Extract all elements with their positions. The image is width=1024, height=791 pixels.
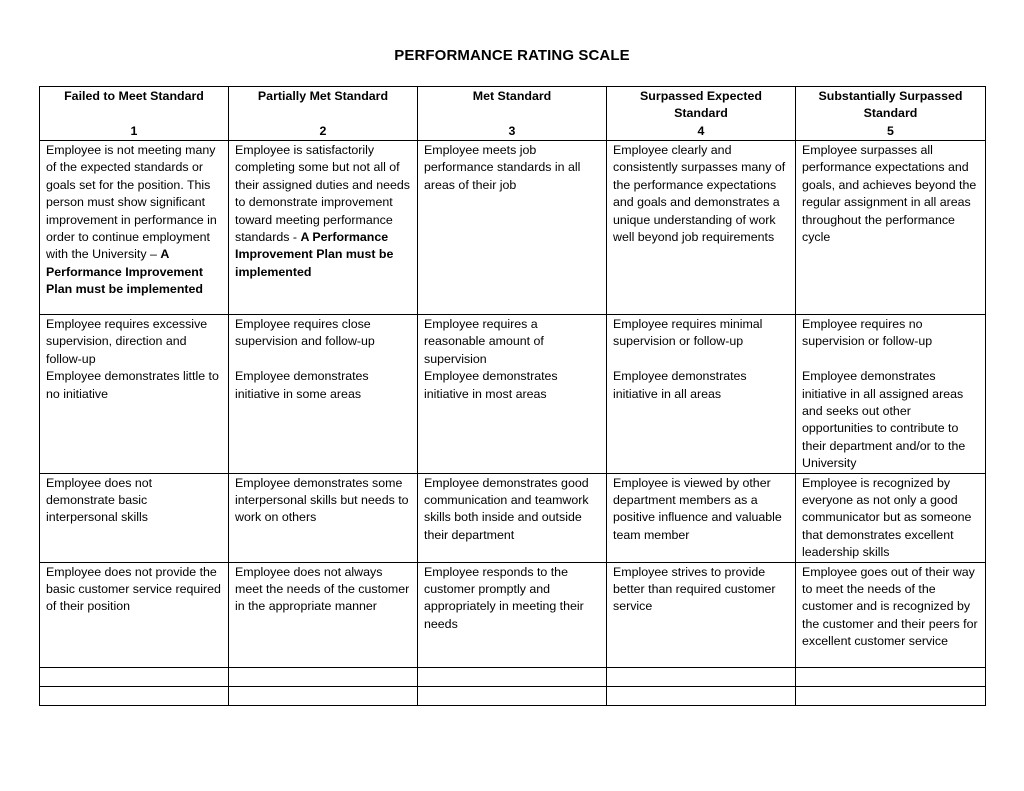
column-label: Failed to Meet Standard — [64, 89, 204, 103]
empty-cell — [607, 667, 796, 686]
column-rating-number: 1 — [130, 123, 138, 138]
cell-text: Employee requires excessive supervision, direction and follow-up — [46, 317, 208, 366]
table-cell — [418, 141, 607, 315]
column-header-1 — [40, 87, 229, 141]
cell-text: Employee is satisfactorily completing some but not all of their assigned duties and needs to demonstrate improvement toward meeting performance standards - — [235, 143, 410, 245]
cell-text: Employee demonstrates good communication and teamwork skills both inside and outside their department — [424, 475, 589, 542]
cell-text: Employee demonstrates initiative in some areas — [235, 369, 369, 401]
table-cell — [229, 141, 418, 315]
cell-text: Employee demonstrates little to no initiative — [46, 369, 219, 401]
table-row-customer-service — [40, 562, 986, 667]
cell-text: Employee demonstrates some interpersonal skills but needs to work on others — [235, 475, 409, 525]
table-row-empty — [40, 686, 986, 705]
table-cell — [40, 141, 229, 315]
cell-text: Employee meets job performance standards in all areas of their job — [424, 143, 581, 192]
cell-text: Employee demonstrates initiative in all assigned areas and seeks out other opportunities to contribute to their department and/or to the University — [802, 369, 966, 471]
cell-text: Employee requires close supervision and follow-up — [235, 317, 375, 349]
cell-text: Employee is not meeting many of the expected standards or goals set for the position. This person must show significant improvement in performance in order to continue employment with the University – — [46, 143, 217, 262]
column-label: Surpassed Expected Standard — [640, 89, 762, 121]
column-header-2 — [229, 87, 418, 141]
blank-line — [613, 351, 789, 368]
cell-text: Employee demonstrates initiative in most areas — [424, 369, 558, 401]
cell-text: Employee does not provide the basic customer service required of their position — [46, 564, 221, 614]
table-cell — [607, 141, 796, 315]
column-rating-number: 2 — [319, 123, 327, 138]
empty-cell — [796, 686, 986, 705]
column-rating-number: 4 — [697, 123, 705, 138]
table-cell — [796, 141, 986, 315]
table-cell — [40, 473, 229, 562]
empty-cell — [418, 686, 607, 705]
cell-bold-text: A Performance Improvement Plan must be implemented — [46, 247, 204, 297]
empty-cell — [40, 667, 229, 686]
table-cell — [607, 562, 796, 667]
empty-cell — [40, 686, 229, 705]
column-label: Met Standard — [472, 89, 552, 103]
cell-text: Employee requires no supervision or follow-up — [802, 317, 933, 349]
cell-text: Employee demonstrates initiative in all areas — [613, 369, 747, 401]
page-title: PERFORMANCE RATING SCALE — [394, 47, 630, 64]
table-cell — [40, 315, 229, 474]
cell-text: Employee requires a reasonable amount of supervision — [424, 317, 544, 366]
performance-rating-table — [39, 86, 986, 706]
table-cell — [796, 562, 986, 667]
cell-text: Employee does not demonstrate basic interpersonal skills — [46, 475, 153, 525]
table-cell — [418, 562, 607, 667]
column-label: Partially Met Standard — [257, 89, 389, 103]
empty-cell — [418, 667, 607, 686]
empty-cell — [229, 667, 418, 686]
cell-text: Employee surpasses all performance expectations and goals, and achieves beyond the regular assignment in all areas throughout the performance cycle — [802, 143, 977, 245]
blank-line — [802, 351, 979, 368]
empty-cell — [229, 686, 418, 705]
cell-text: Employee requires minimal supervision or follow-up — [613, 317, 763, 349]
empty-cell — [607, 686, 796, 705]
cell-text: Employee clearly and consistently surpasses many of the performance expectations and goals and demonstrates a unique understanding of work well beyond job requirements — [613, 143, 786, 245]
table-cell — [418, 315, 607, 474]
cell-text: Employee strives to provide better than required customer service — [613, 564, 776, 614]
blank-line — [235, 351, 411, 368]
header-row — [40, 87, 986, 141]
cell-bold-text: A Performance Improvement Plan must be implemented — [235, 230, 394, 279]
table-cell — [796, 315, 986, 474]
column-rating-number: 5 — [887, 123, 894, 138]
table-cell — [607, 473, 796, 562]
table-cell — [229, 473, 418, 562]
empty-cell — [796, 667, 986, 686]
table-row-interpersonal — [40, 473, 986, 562]
column-rating-number: 3 — [508, 123, 516, 138]
cell-text: Employee is recognized by everyone as not only a good communicator but as someone that demonstrates excellent leadership skills — [802, 475, 972, 560]
cell-text: Employee does not always meet the needs of the customer in the appropriate manner — [235, 564, 410, 614]
cell-text: Employee responds to the customer promptly and appropriately in meeting their needs — [424, 564, 584, 631]
table-cell — [40, 562, 229, 667]
table-cell — [418, 473, 607, 562]
table-cell — [229, 562, 418, 667]
table-row-supervision — [40, 315, 986, 474]
table-row-empty — [40, 667, 986, 686]
column-label: Substantially Surpassed Standard — [818, 89, 963, 121]
table-row-job-knowledge — [40, 141, 986, 315]
column-header-3 — [418, 87, 607, 141]
cell-text: Employee goes out of their way to meet the needs of the customer and is recognized by the customer and their peers for excellent customer service — [802, 564, 978, 649]
column-header-5 — [796, 87, 986, 141]
table-cell — [229, 315, 418, 474]
table-cell — [607, 315, 796, 474]
cell-text: Employee is viewed by other department members as a positive influence and valuable team member — [613, 475, 782, 542]
table-cell — [796, 473, 986, 562]
column-header-4 — [607, 87, 796, 141]
